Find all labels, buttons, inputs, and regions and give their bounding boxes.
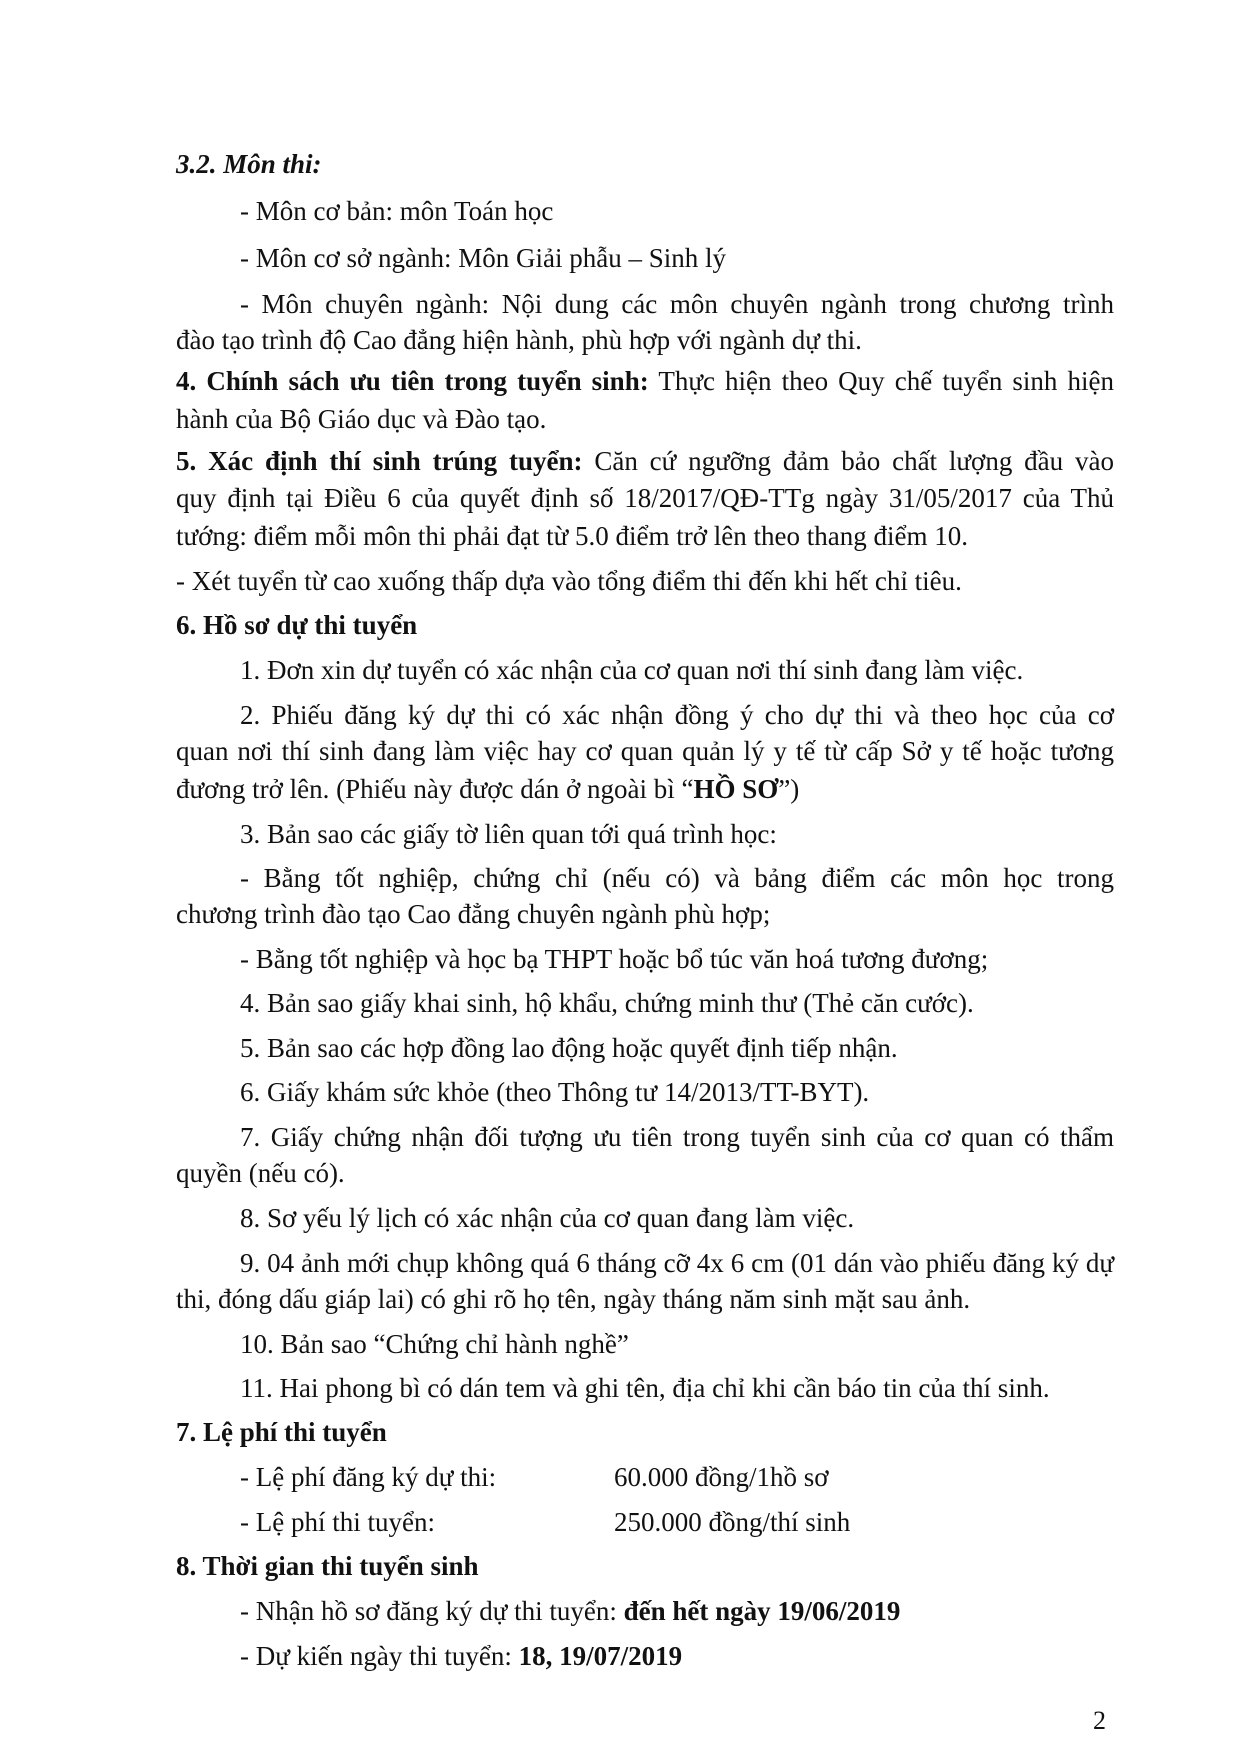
dossier-cover-label: HỒ SƠ: [693, 774, 779, 804]
dossier-item-1: 1. Đơn xin dự tuyển có xác nhận của cơ quan nơi thí sinh đang làm việc.: [240, 655, 1024, 685]
dossier-item-7-line1: 7. Giấy chứng nhận đối tượng ưu tiên trong tuyển sinh của cơ quan có thẩm: [240, 1122, 1114, 1152]
section-8-heading: 8. Thời gian thi tuyển sinh: [176, 1551, 479, 1581]
schedule-exam-label: - Dự kiến ngày thi tuyển:: [240, 1641, 519, 1671]
section-5-line4: - Xét tuyển từ cao xuống thấp dựa vào tổng điểm thi đến khi hết chỉ tiêu.: [176, 566, 962, 596]
dossier-item-4: 4. Bản sao giấy khai sinh, hộ khẩu, chứng minh thư (Thẻ căn cước).: [240, 988, 974, 1018]
page-number: 2: [1093, 1706, 1106, 1735]
section-6-heading: 6. Hồ sơ dự thi tuyển: [176, 610, 418, 640]
dossier-item-3b: - Bằng tốt nghiệp và học bạ THPT hoặc bổ túc văn hoá tương đương;: [240, 944, 989, 974]
fee-exam-value: 250.000 đồng/thí sinh: [614, 1507, 851, 1537]
dossier-item-2-line2: quan nơi thí sinh đang làm việc hay cơ quan quản lý y tế từ cấp Sở y tế hoặc tương: [176, 736, 1114, 766]
section-5-line2: quy định tại Điều 6 của quyết định số 18/2017/QĐ-TTg ngày 31/05/2017 của Thủ: [176, 483, 1114, 513]
section-5-line1: [176, 443, 1114, 479]
section-4-text1: Thực hiện theo Quy chế tuyển sinh hiện: [658, 366, 1115, 396]
exam-subject-specialized-line2: đào tạo trình độ Cao đẳng hiện hành, phù hợp với ngành dự thi.: [176, 325, 862, 355]
dossier-item-6: 6. Giấy khám sức khỏe (theo Thông tư 14/2013/TT-BYT).: [240, 1077, 870, 1107]
dossier-item-5: 5. Bản sao các hợp đồng lao động hoặc quyết định tiếp nhận.: [240, 1033, 898, 1063]
dossier-item-10: 10. Bản sao “Chứng chỉ hành nghề”: [240, 1329, 629, 1359]
exam-subject-foundation: - Môn cơ sở ngành: Môn Giải phẫu – Sinh lý: [240, 243, 727, 273]
dossier-item-8: 8. Sơ yếu lý lịch có xác nhận của cơ quan đang làm việc.: [240, 1203, 855, 1233]
dossier-item-3a-line2: chương trình đào tạo Cao đẳng chuyên ngành phù hợp;: [176, 899, 771, 929]
exam-subject-basic: - Môn cơ bản: môn Toán học: [240, 196, 554, 226]
dossier-item-2-line1: 2. Phiếu đăng ký dự thi có xác nhận đồng ý cho dự thi và theo học của cơ: [240, 700, 1114, 730]
section-5-heading: 5. Xác định thí sinh trúng tuyển:: [176, 446, 583, 476]
dossier-item-11: 11. Hai phong bì có dán tem và ghi tên, địa chỉ khi cần báo tin của thí sinh.: [240, 1373, 1050, 1403]
section-4-heading: 4. Chính sách ưu tiên trong tuyển sinh:: [176, 366, 649, 396]
dossier-item-3: 3. Bản sao các giấy tờ liên quan tới quá trình học:: [240, 819, 777, 849]
section-4-line2: hành của Bộ Giáo dục và Đào tạo.: [176, 404, 547, 434]
section-7-heading: 7. Lệ phí thi tuyển: [176, 1417, 387, 1447]
section-3-2-heading: 3.2. Môn thi:: [176, 149, 322, 179]
fee-registration-label: - Lệ phí đăng ký dự thi:: [240, 1462, 497, 1492]
fee-exam-label: - Lệ phí thi tuyển:: [240, 1507, 435, 1537]
dossier-item-2-closing: ”): [778, 774, 800, 804]
section-5-text1: Căn cứ ngưỡng đảm bảo chất lượng đầu vào: [594, 446, 1115, 476]
schedule-receive-deadline: đến hết ngày 19/06/2019: [623, 1596, 901, 1626]
schedule-exam-dates: 18, 19/07/2019: [518, 1641, 683, 1671]
exam-subject-specialized-line1: - Môn chuyên ngành: Nội dung các môn chuyên ngành trong chương trình: [240, 289, 1114, 319]
schedule-receive-label: - Nhận hồ sơ đăng ký dự thi tuyển:: [240, 1596, 624, 1626]
section-5-line3: tướng: điểm mỗi môn thi phải đạt từ 5.0 điểm trở lên theo thang điểm 10.: [176, 521, 968, 551]
dossier-item-2-text: đương trở lên. (Phiếu này được dán ở ngoài bì “: [176, 774, 694, 804]
dossier-item-9-line2: thi, đóng dấu giáp lai) có ghi rõ họ tên, ngày tháng năm sinh mặt sau ảnh.: [176, 1284, 971, 1314]
section-4-line1: [176, 363, 1114, 399]
dossier-item-9-line1: 9. 04 ảnh mới chụp không quá 6 tháng cỡ 4x 6 cm (01 dán vào phiếu đăng ký dự: [240, 1248, 1114, 1278]
dossier-item-2-line3: [176, 771, 799, 807]
schedule-exam: [240, 1638, 682, 1674]
dossier-item-3a-line1: - Bằng tốt nghiệp, chứng chỉ (nếu có) và bảng điểm các môn học trong: [240, 863, 1114, 893]
fee-registration-value: 60.000 đồng/1hồ sơ: [614, 1462, 829, 1492]
schedule-receive: [240, 1593, 900, 1629]
dossier-item-7-line2: quyền (nếu có).: [176, 1158, 345, 1188]
